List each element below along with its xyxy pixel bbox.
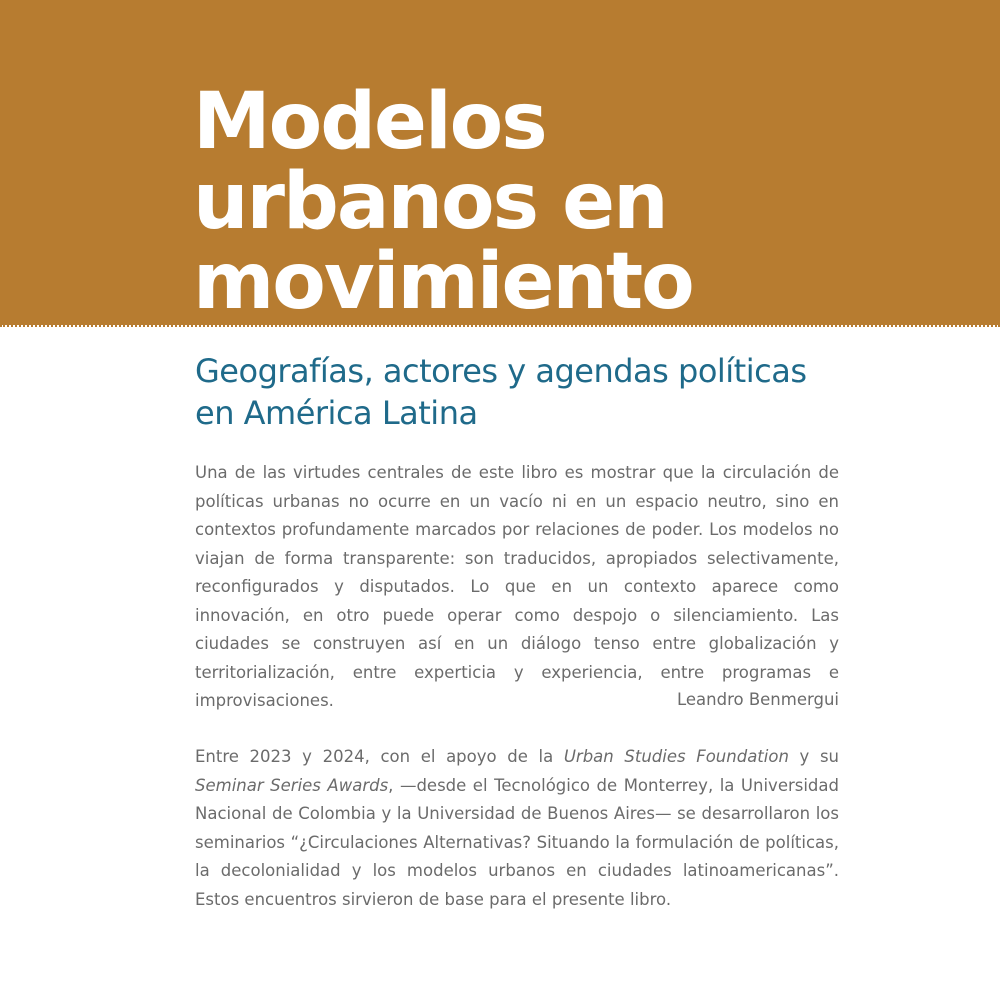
title-line: movimiento <box>193 237 693 327</box>
title-line: urbanos en <box>193 157 667 247</box>
description-text: y su <box>788 747 840 766</box>
description-text: Entre 2023 y 2024, con el apoyo de la <box>195 747 564 766</box>
book-title <box>193 77 693 327</box>
title-line: Modelos <box>193 77 546 167</box>
description-text: , —desde el Tecnológico de Monterrey, la Universidad Nacional de Colombia y la Universidad de Buenos Aires— se desarrollaron los seminarios “¿Circulaciones Alternativas? Situando la formulación de políticas, la decolonialidad y los modelos urbanos en ciudades latinoamericanas”. Estos encuentros sirvieron de base para el presente libro. <box>195 775 839 909</box>
subtitle-line: en América Latina <box>195 394 478 432</box>
quote-paragraph: Una de las virtudes centrales de este libro es mostrar que la circulación de políticas urbanas no ocurre en un vacío ni en un espacio neutro, sino en contextos profundamente marcados por relaciones de poder. Los modelos no viajan de forma transparente: son traducidos, apropiados selectivamente, reconfigurados y disputados. Lo que en un contexto aparece como innovación, en otro puede operar como despojo o silenciamiento. Las ciudades se construyen así en un diálogo tenso entre globalización y territorialización, entre experticia y experiencia, entre programas e improvisaciones. <box>195 463 839 710</box>
foundation-name: Urban Studies Foundation <box>563 747 789 766</box>
quote-author: Leandro Benmergui <box>676 690 839 709</box>
book-subtitle <box>195 350 855 434</box>
award-name: Seminar Series Awards <box>195 775 389 795</box>
subtitle-line: Geografías, actores y agendas políticas <box>195 352 807 390</box>
description-paragraph <box>195 743 839 914</box>
